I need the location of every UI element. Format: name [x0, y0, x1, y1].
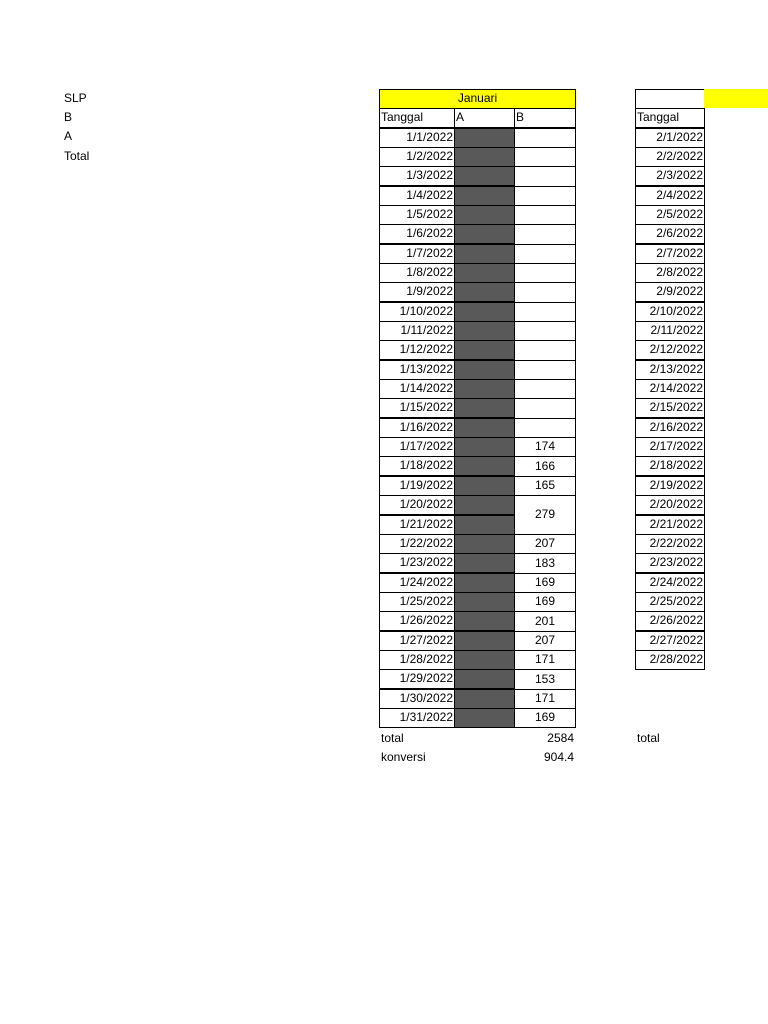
january-b-cell	[514, 340, 576, 361]
january-date-cell: 1/14/2022	[379, 379, 455, 399]
january-a-cell	[454, 166, 515, 186]
january-konversi-value: 904.4	[543, 750, 574, 764]
january-b-cell	[514, 360, 576, 380]
january-b-cell: 169	[514, 592, 576, 612]
january-a-cell	[454, 418, 515, 438]
summary-label-b: B	[64, 110, 73, 124]
january-a-cell	[454, 708, 515, 728]
february-date-cell: 2/5/2022	[635, 205, 705, 225]
february-header-date: Tanggal	[635, 108, 705, 128]
february-date-cell: 2/10/2022	[635, 302, 705, 322]
february-date-cell: 2/14/2022	[635, 379, 705, 399]
january-header-date: Tanggal	[379, 108, 455, 128]
january-b-cell: 207	[514, 534, 576, 554]
january-date-cell: 1/8/2022	[379, 263, 455, 283]
february-month-header	[635, 89, 705, 109]
january-b-cell: 279	[514, 495, 576, 535]
february-date-cell: 2/22/2022	[635, 534, 705, 554]
february-date-cell: 2/15/2022	[635, 398, 705, 418]
february-date-cell: 2/18/2022	[635, 456, 705, 476]
january-a-cell	[454, 302, 515, 322]
january-b-cell: 171	[514, 689, 576, 709]
february-date-cell: 2/20/2022	[635, 495, 705, 515]
january-a-cell	[454, 631, 515, 651]
january-date-cell: 1/20/2022	[379, 495, 455, 515]
january-date-cell: 1/3/2022	[379, 166, 455, 186]
january-a-cell	[454, 689, 515, 709]
january-date-cell: 1/27/2022	[379, 631, 455, 651]
january-date-cell: 1/16/2022	[379, 418, 455, 438]
january-b-cell	[514, 321, 576, 341]
january-date-cell: 1/9/2022	[379, 282, 455, 302]
january-a-cell	[454, 398, 515, 418]
january-b-cell	[514, 147, 576, 167]
january-a-cell	[454, 321, 515, 341]
february-date-cell: 2/8/2022	[635, 263, 705, 283]
february-date-cell: 2/21/2022	[635, 515, 705, 535]
january-date-cell: 1/18/2022	[379, 456, 455, 476]
january-a-cell	[454, 128, 515, 148]
january-date-cell: 1/31/2022	[379, 708, 455, 728]
january-date-cell: 1/17/2022	[379, 437, 455, 457]
january-a-cell	[454, 282, 515, 302]
january-date-cell: 1/19/2022	[379, 476, 455, 496]
january-date-cell: 1/5/2022	[379, 205, 455, 225]
january-a-cell	[454, 340, 515, 360]
january-a-cell	[454, 476, 515, 496]
february-date-cell: 2/2/2022	[635, 147, 705, 167]
february-date-cell: 2/26/2022	[635, 611, 705, 631]
january-a-cell	[454, 186, 515, 206]
january-b-cell	[514, 302, 576, 322]
january-month-header: Januari	[379, 89, 576, 109]
january-b-cell	[514, 186, 576, 206]
february-date-cell: 2/13/2022	[635, 360, 705, 380]
january-a-cell	[454, 147, 515, 167]
february-date-cell: 2/28/2022	[635, 650, 705, 670]
january-a-cell	[454, 224, 515, 244]
january-a-cell	[454, 611, 515, 631]
january-a-cell	[454, 534, 515, 554]
january-a-cell	[454, 553, 515, 573]
february-total-label: total	[637, 731, 660, 745]
january-date-cell: 1/13/2022	[379, 360, 455, 380]
january-date-cell: 1/10/2022	[379, 302, 455, 322]
february-date-cell: 2/17/2022	[635, 437, 705, 457]
january-b-cell	[514, 398, 576, 419]
january-date-cell: 1/21/2022	[379, 515, 455, 535]
january-b-cell: 169	[514, 708, 576, 728]
january-a-cell	[454, 669, 515, 689]
january-a-cell	[454, 263, 515, 283]
january-date-cell: 1/1/2022	[379, 128, 455, 148]
january-b-cell: 171	[514, 650, 576, 670]
january-b-cell: 183	[514, 553, 576, 574]
january-b-cell	[514, 282, 576, 303]
january-a-cell	[454, 456, 515, 476]
january-a-cell	[454, 495, 515, 515]
february-date-cell: 2/4/2022	[635, 186, 705, 206]
february-date-cell: 2/12/2022	[635, 340, 705, 360]
january-header-a: A	[454, 108, 515, 128]
january-b-cell	[514, 379, 576, 399]
summary-label-slp: SLP	[64, 91, 87, 105]
january-header-b: B	[514, 108, 576, 128]
january-b-cell	[514, 418, 576, 438]
january-total-value: 2584	[547, 731, 574, 745]
january-date-cell: 1/25/2022	[379, 592, 455, 612]
january-b-cell: 207	[514, 631, 576, 651]
february-date-cell: 2/19/2022	[635, 476, 705, 496]
january-b-cell: 169	[514, 573, 576, 593]
january-b-cell: 166	[514, 456, 576, 477]
january-date-cell: 1/28/2022	[379, 650, 455, 670]
january-b-cell	[514, 205, 576, 225]
january-a-cell	[454, 205, 515, 225]
january-b-cell	[514, 244, 576, 264]
summary-label-a: A	[64, 129, 73, 143]
january-b-cell: 174	[514, 437, 576, 457]
january-date-cell: 1/22/2022	[379, 534, 455, 554]
january-a-cell	[454, 573, 515, 593]
february-date-cell: 2/6/2022	[635, 224, 705, 244]
january-date-cell: 1/15/2022	[379, 398, 455, 418]
january-a-cell	[454, 360, 515, 380]
january-a-cell	[454, 650, 515, 670]
january-a-cell	[454, 437, 515, 457]
january-date-cell: 1/7/2022	[379, 244, 455, 264]
february-date-cell: 2/3/2022	[635, 166, 705, 186]
february-date-cell: 2/1/2022	[635, 128, 705, 148]
january-b-cell	[514, 224, 576, 245]
january-a-cell	[454, 515, 515, 535]
january-b-cell: 165	[514, 476, 576, 496]
february-month-header-fill	[704, 89, 768, 108]
january-date-cell: 1/12/2022	[379, 340, 455, 360]
january-date-cell: 1/24/2022	[379, 573, 455, 593]
january-b-cell	[514, 128, 576, 148]
january-date-cell: 1/29/2022	[379, 669, 455, 689]
january-konversi-label: konversi	[381, 750, 426, 764]
january-b-cell: 201	[514, 611, 576, 632]
january-date-cell: 1/2/2022	[379, 147, 455, 167]
january-date-cell: 1/30/2022	[379, 689, 455, 709]
january-b-cell	[514, 263, 576, 283]
february-date-cell: 2/23/2022	[635, 553, 705, 573]
february-date-cell: 2/9/2022	[635, 282, 705, 302]
january-date-cell: 1/26/2022	[379, 611, 455, 631]
january-date-cell: 1/11/2022	[379, 321, 455, 341]
february-date-cell: 2/25/2022	[635, 592, 705, 612]
january-date-cell: 1/4/2022	[379, 186, 455, 206]
january-b-cell: 153	[514, 669, 576, 690]
january-a-cell	[454, 379, 515, 399]
january-a-cell	[454, 592, 515, 612]
summary-label-total: Total	[64, 149, 90, 163]
february-date-cell: 2/24/2022	[635, 573, 705, 593]
february-date-cell: 2/11/2022	[635, 321, 705, 341]
february-date-cell: 2/7/2022	[635, 244, 705, 264]
january-total-label: total	[381, 731, 404, 745]
january-date-cell: 1/6/2022	[379, 224, 455, 244]
february-date-cell: 2/27/2022	[635, 631, 705, 651]
january-b-cell	[514, 166, 576, 187]
january-a-cell	[454, 244, 515, 264]
january-date-cell: 1/23/2022	[379, 553, 455, 573]
february-date-cell: 2/16/2022	[635, 418, 705, 438]
